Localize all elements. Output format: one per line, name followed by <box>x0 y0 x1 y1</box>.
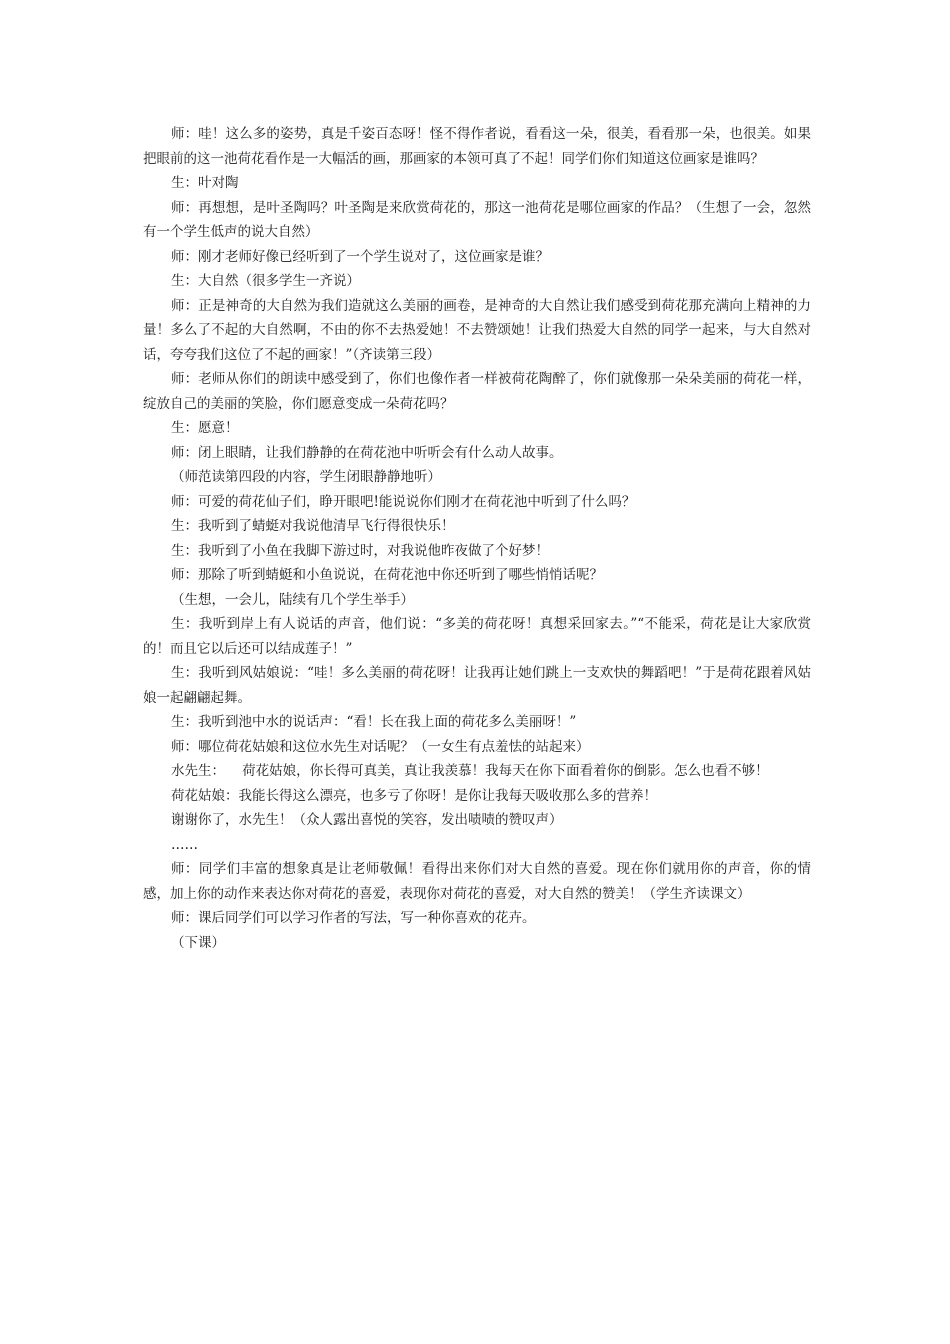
paragraph-teacher-instruction: 师：闭上眼睛，让我们静静的在荷花池中听听会有什么动人故事。 <box>171 444 563 461</box>
paragraph-class-end: （下课） <box>171 934 225 951</box>
paragraph-teacher-ask: 师：可爱的荷花仙子们，睁开眼吧!能说说你们刚才在荷花池中听到了什么吗？ <box>171 493 636 510</box>
paragraph-thanks: 谢谢你了，水先生！（众人露出喜悦的笑容，发出啧啧的赞叹声） <box>171 812 563 828</box>
paragraph-stage-note-hands: （生想，一会儿，陆续有几个学生举手） <box>171 591 414 608</box>
paragraph-teacher-question: 师：再想想，是叶圣陶吗？叶圣陶是来欣赏荷花的，那这一池荷花是哪位画家的作品？（生想了一会，忽然有一个学生低声的说大自然） <box>143 199 811 240</box>
paragraph-teacher-followup: 师：那除了听到蜻蜓和小鱼说说，在荷花池中你还听到了哪些悄悄话呢？ <box>171 567 603 583</box>
paragraph-student-shore: 生：我听到岸上有人说话的声音，他们说：“多美的荷花呀！真想采回家去。”“不能采，荷花是让大家欣赏的！而且它以后还可以结成莲子！” <box>143 616 811 657</box>
paragraph-student-willing: 生：愿意！ <box>171 420 239 436</box>
paragraph-student-fish: 生：我听到了小鱼在我脚下游过时，对我说他昨夜做了个好梦！ <box>171 542 549 559</box>
paragraph-student-water: 生：我听到池中水的说话声：“看！长在我上面的荷花多么美丽呀！” <box>171 714 577 730</box>
paragraph-mr-water: 水先生： 荷花姑娘，你长得可真美，真让我羡慕！我每天在你下面看着你的倒影。怎么也看不够！ <box>171 763 769 779</box>
paragraph-teacher-admire: 师：同学们丰富的想象真是让老师敬佩！看得出来你们对大自然的喜爱。现在你们就用你的声音，你的情感，加上你的动作来表达你对荷花的喜爱，表现你对荷花的喜爱，对大自然的赞美！（学生齐读课文） <box>143 861 811 902</box>
paragraph-teacher-prompt: 师：刚才老师好像已经听到了一个学生说对了，这位画家是谁？ <box>171 248 549 265</box>
document-page <box>143 122 811 955</box>
paragraph-student-dragonfly: 生：我听到了蜻蜓对我说他清早飞行得很快乐！ <box>171 518 455 534</box>
paragraph-student-answer: 生：叶对陶 <box>171 175 239 191</box>
paragraph-homework: 师：课后同学们可以学习作者的写法，写一种你喜欢的花卉。 <box>171 910 536 926</box>
paragraph-stage-note: （师范读第四段的内容，学生闭眼静静地听） <box>171 469 441 485</box>
paragraph-teacher-intro: 师：哇！这么多的姿势，真是千姿百态呀！怪不得作者说，看看这一朵，很美，看看那一朵，也很美。如果把眼前的这一池荷花看作是一大幅活的画，那画家的本领可真了不起！同学们你们知道这位画家是谁吗？ <box>143 126 811 167</box>
paragraph-teacher-praise: 师：正是神奇的大自然为我们造就这么美丽的画卷，是神奇的大自然让我们感受到荷花那充满向上精神的力量！多么了不起的大自然啊，不由的你不去热爱她！不去赞颂她！让我们热爱大自然的同学一起来，与大自然对话，夸夸我们这位了不起的画家！”（齐读第三段） <box>143 297 811 363</box>
paragraph-teacher-transition: 师：老师从你们的朗读中感受到了，你们也像作者一样被荷花陶醉了，你们就像那一朵朵美丽的荷花一样，绽放自己的美丽的笑脸，你们愿意变成一朵荷花吗？ <box>143 371 811 412</box>
paragraph-student-wind: 生：我听到风姑娘说：“哇！多么美丽的荷花呀！让我再让她们跳上一支欢快的舞蹈吧！”于是荷花跟着风姑娘一起翩翩起舞。 <box>143 665 811 706</box>
paragraph-lotus-girl: 荷花姑娘：我能长得这么漂亮，也多亏了你呀！是你让我每天吸收那么多的营养！ <box>171 787 657 804</box>
paragraph-student-chorus: 生：大自然（很多学生一齐说） <box>171 273 360 289</box>
paragraph-ellipsis: …… <box>171 836 198 853</box>
paragraph-teacher-dialogue: 师：哪位荷花姑娘和这位水先生对话呢？（一女生有点羞怯的站起来） <box>171 738 590 755</box>
